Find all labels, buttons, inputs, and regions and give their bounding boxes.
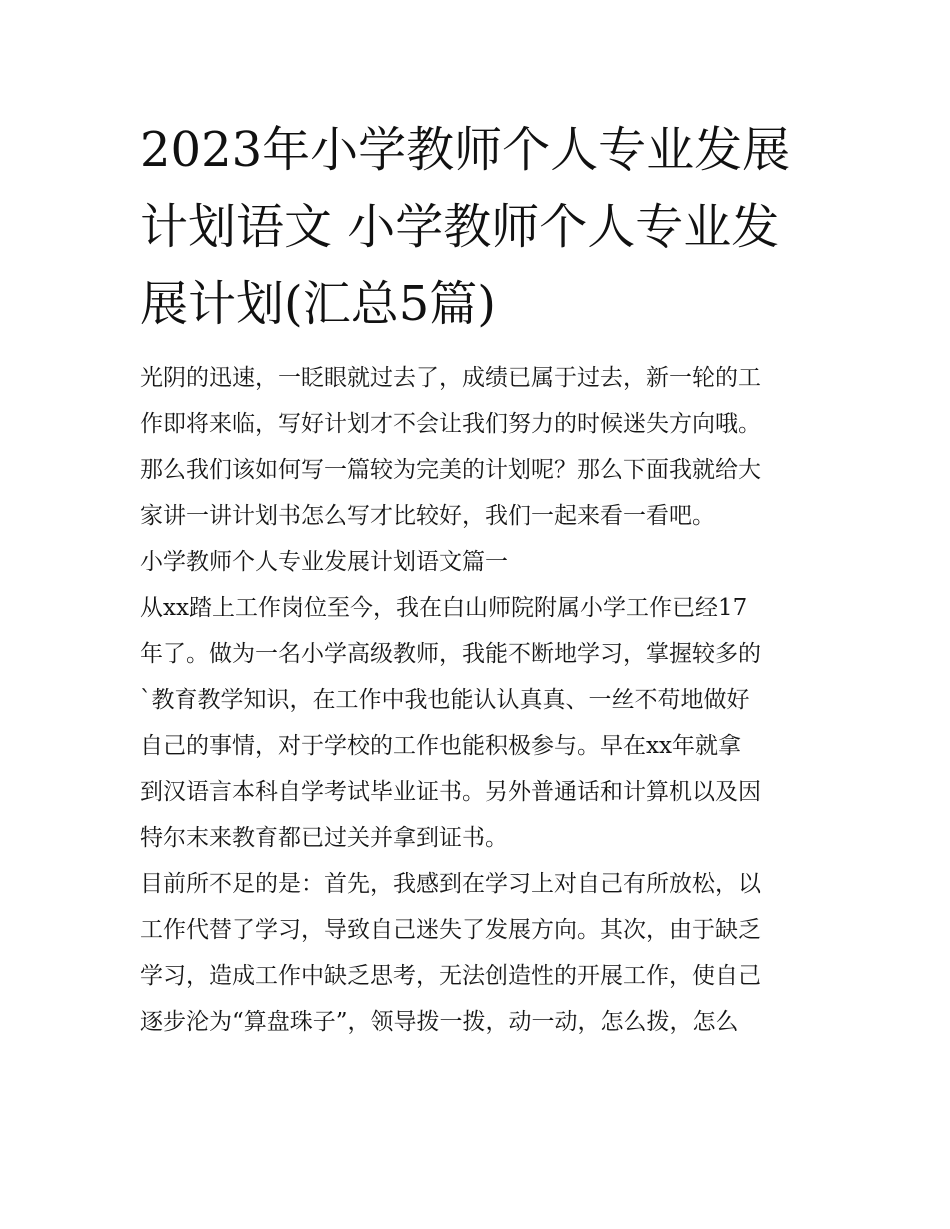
body-line: `教育教学知识，在工作中我也能认认真真、一丝不苟地做好: [140, 687, 750, 713]
document-title: [140, 112, 820, 343]
body-line: 作即将来临，写好计划才不会让我们努力的时候迷失方向哦。: [140, 411, 761, 437]
body-line: 逐步沦为“算盘珠子”，领导拨一拨，动一动，怎么拨，怎么: [140, 1009, 739, 1035]
title-line: 2023年小学教师个人专业发展: [140, 122, 791, 178]
body-line: 到汉语言本科自学考试毕业证书。另外普通话和计算机以及因: [140, 779, 761, 805]
body-line: 那么我们该如何写一篇较为完美的计划呢？那么下面我就给大: [140, 457, 761, 483]
body-line: 从xx踏上工作岗位至今，我在白山师院附属小学工作已经17: [140, 595, 748, 621]
body-line: 年了。做为一名小学高级教师，我能不断地学习，掌握较多的: [140, 641, 761, 667]
body-line: 目前所不足的是：首先，我感到在学习上对自己有所放松，以: [140, 871, 761, 897]
title-line: 计划语文 小学教师个人专业发: [140, 199, 780, 255]
section-heading: 小学教师个人专业发展计划语文篇一: [140, 549, 508, 575]
title-line: 展计划(汇总5篇): [140, 276, 496, 332]
body-line: 工作代替了学习，导致自己迷失了发展方向。其次，由于缺乏: [140, 917, 761, 943]
body-line: 学习，造成工作中缺乏思考，无法创造性的开展工作，使自己: [140, 963, 761, 989]
body-line: 自己的事情，对于学校的工作也能积极参与。早在xx年就拿: [140, 733, 741, 759]
body-line: 特尔末来教育都已过关并拿到证书。: [140, 825, 508, 851]
body-line: 家讲一讲计划书怎么写才比较好，我们一起来看一看吧。: [140, 503, 715, 529]
body-line: 光阴的迅速，一眨眼就过去了，成绩已属于过去，新一轮的工: [140, 365, 761, 391]
document-body: [140, 355, 830, 1045]
